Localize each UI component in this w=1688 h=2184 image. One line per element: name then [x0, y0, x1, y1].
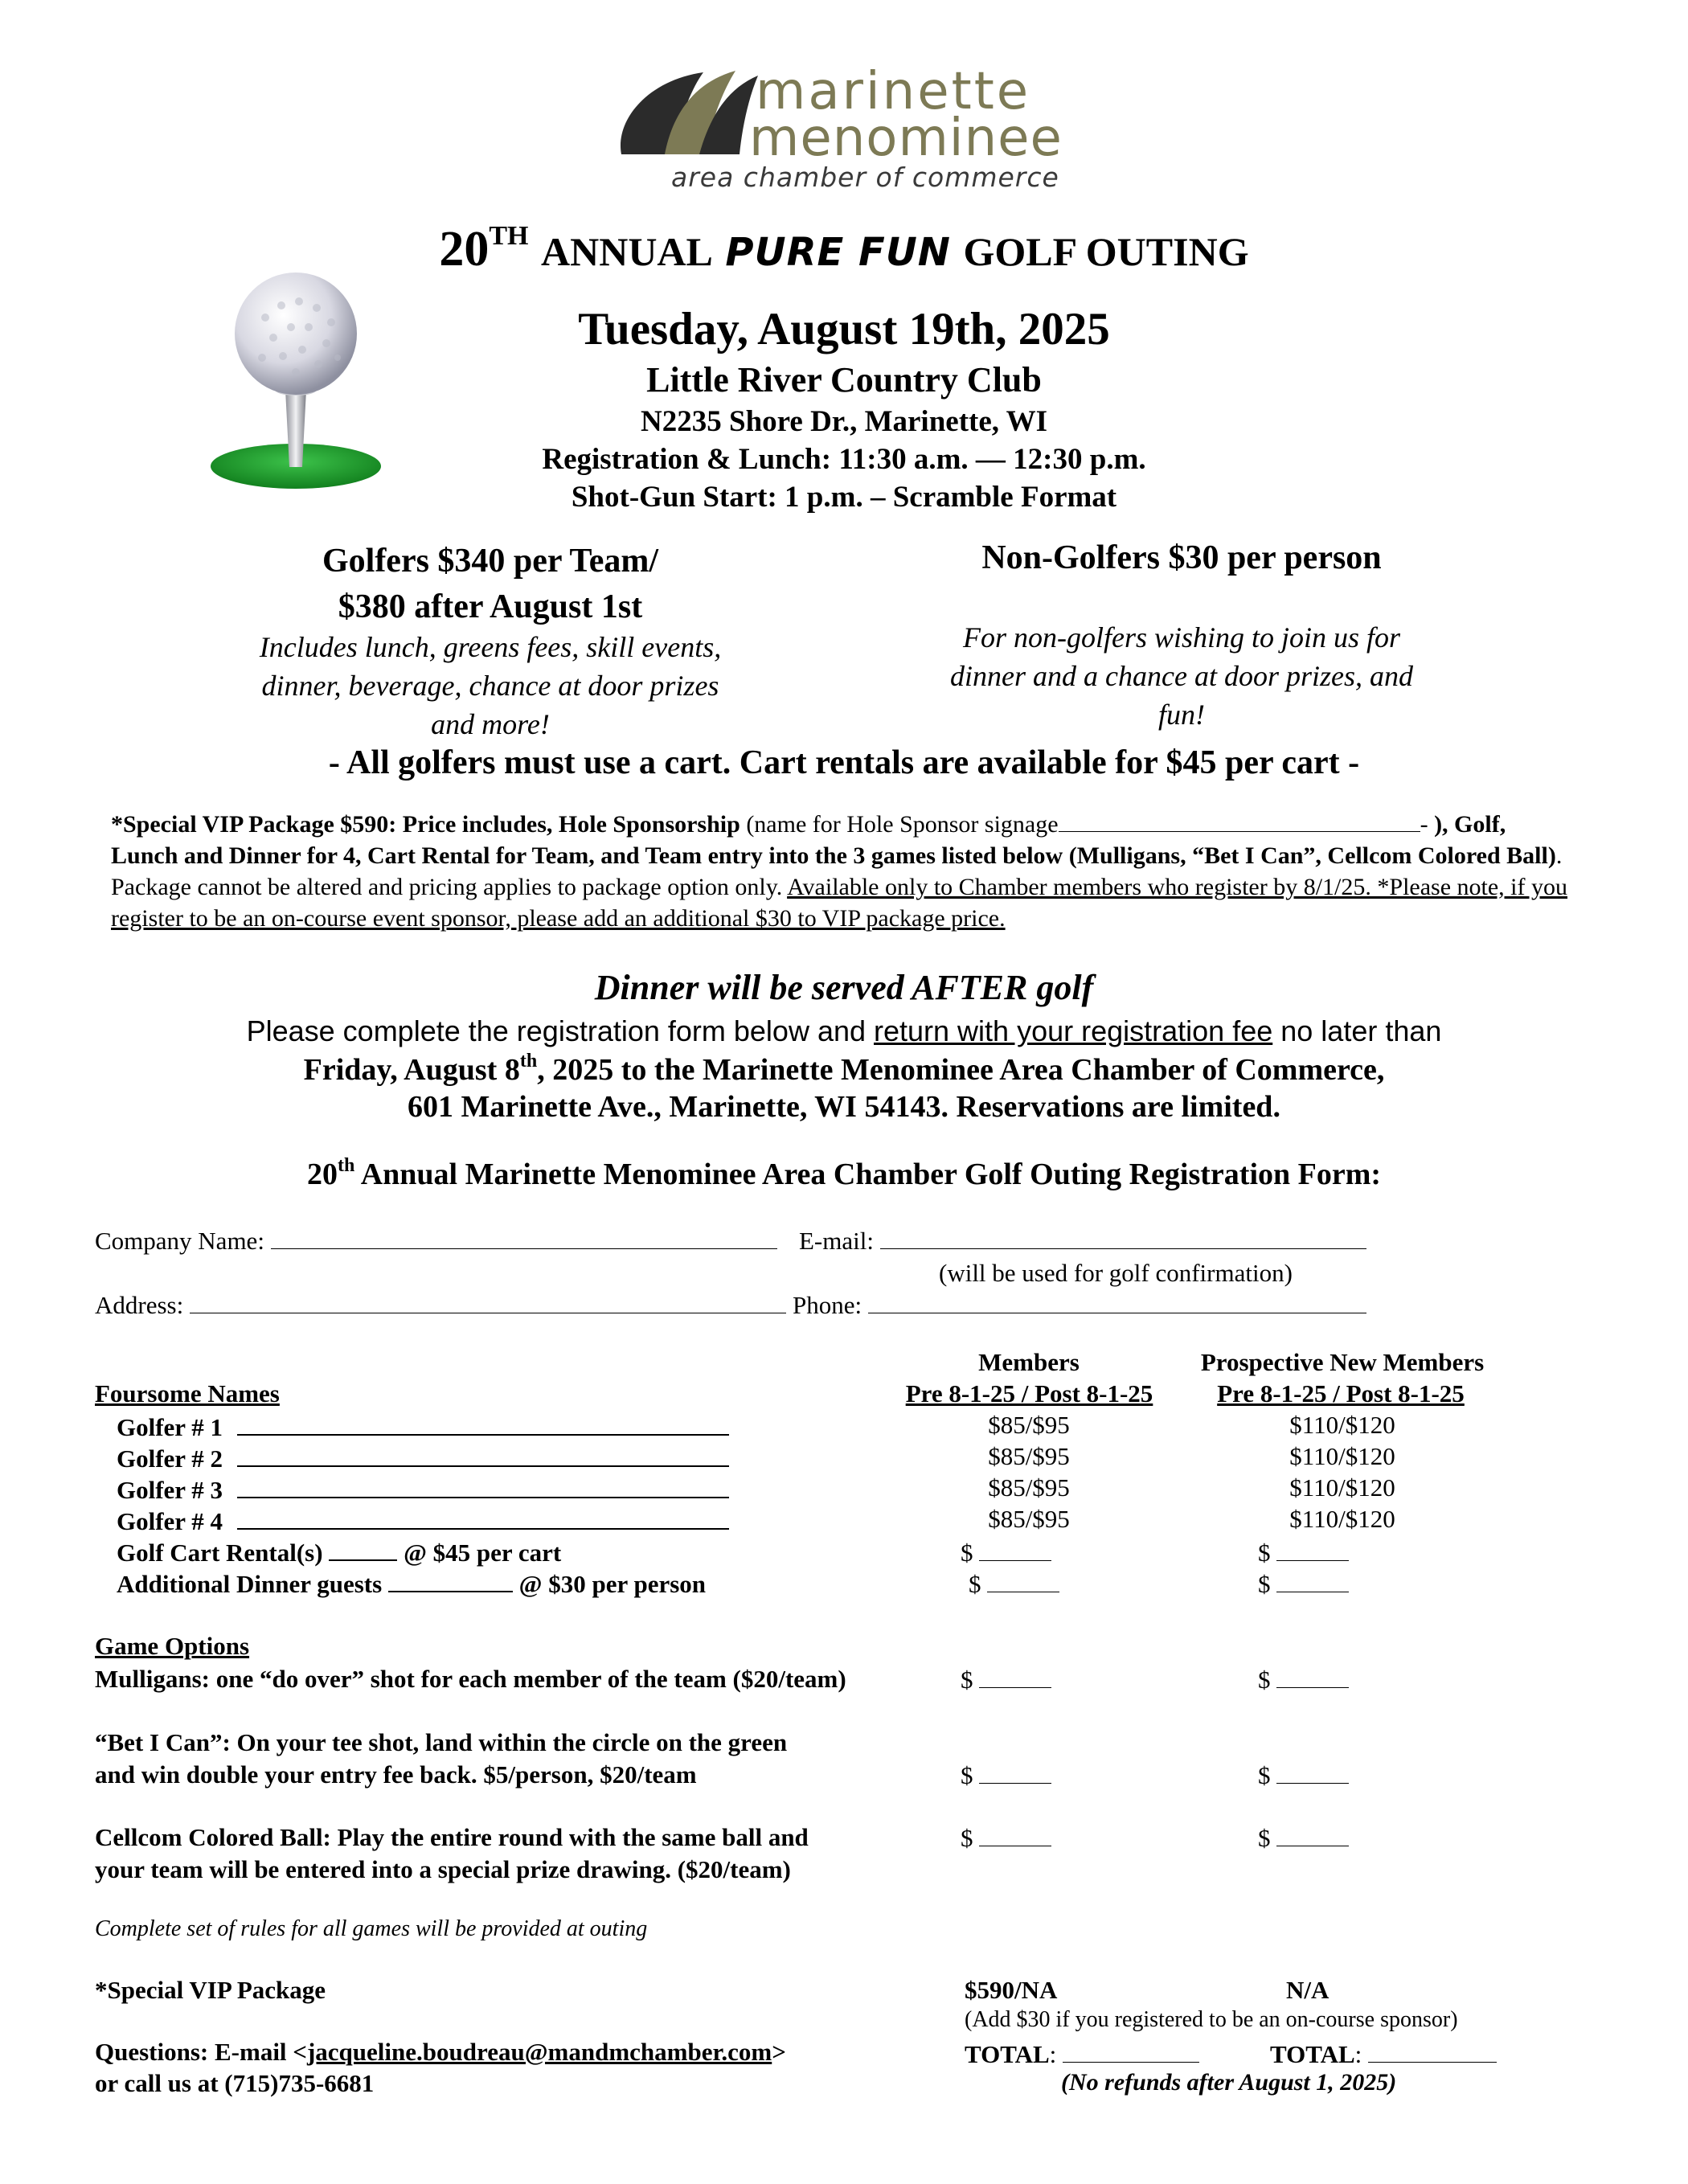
golfers-price-line2: $380 after August 1st [338, 588, 643, 625]
cart-rental-row [117, 1536, 561, 1567]
dollar-sign: $ [961, 1666, 973, 1694]
dollar-sign: $ [1258, 1570, 1271, 1598]
golfer-2-prospective-price: $110/$120 [1289, 1442, 1395, 1470]
dinner-guests-row [117, 1567, 706, 1599]
nongolfers-price: Non-Golfers $30 per person [981, 539, 1382, 576]
phone-label: Phone: [793, 1291, 868, 1319]
contact-email-link[interactable]: jacqueline.boudreau@mandmchamber.com [306, 2038, 772, 2066]
game-options-heading: Game Options [95, 1632, 250, 1660]
members-total: TOTAL: [965, 2038, 1199, 2069]
dollar-sign: $ [1258, 1539, 1271, 1567]
email-note: (will be used for golf confirmation) [939, 1259, 1293, 1287]
cellcom-line1: Cellcom Colored Ball: Play the entire round with the same ball and [95, 1823, 809, 1851]
deadline-recipient: , 2025 to the Marinette Menominee Area Chamber of Commerce, [537, 1053, 1385, 1087]
golfer-label: Golfer # 3 [117, 1476, 223, 1504]
golfer-1-prospective-price: $110/$120 [1289, 1411, 1395, 1439]
chamber-logo-mark [615, 64, 760, 161]
event-venue: Little River Country Club [646, 360, 1042, 400]
cart-members-amount [961, 1536, 1051, 1567]
instructions-text-start: Please complete the registration form below and [246, 1014, 875, 1047]
title-pure-fun: PURE FUN [725, 230, 951, 275]
bet-i-can-line1: “Bet I Can”: On your tee shot, land within the circle on the green [95, 1728, 788, 1756]
total-label: TOTAL [1270, 2040, 1355, 2068]
cellcom-prospective-amount [1258, 1821, 1349, 1853]
title-suffix: TH [489, 221, 529, 251]
cellcom-description [95, 1821, 809, 1886]
company-name-row [95, 1224, 777, 1256]
dollar-sign: $ [1258, 1666, 1271, 1694]
golfer-label: Golfer # 2 [117, 1444, 223, 1473]
mailing-address: 601 Marinette Ave., Marinette, WI 54143. Reservations are limited. [408, 1090, 1280, 1124]
cart-rental-label: Golf Cart Rental(s) [117, 1539, 330, 1567]
prospective-total: TOTAL: [1270, 2038, 1497, 2069]
company-name-field[interactable] [271, 1224, 777, 1249]
mulligans-members-amount [961, 1663, 1051, 1694]
form-title-sup: th [337, 1155, 355, 1176]
golfers-description: Includes lunch, greens fees, skill events, dinner, beverage, chance at door prizes and more! [259, 631, 722, 740]
email-field[interactable] [880, 1224, 1366, 1249]
logo-text-menominee: menominee [749, 109, 1063, 168]
email-row [799, 1224, 1366, 1256]
registration-deadline [0, 1051, 1688, 1088]
golfer-label: Golfer # 1 [117, 1413, 223, 1441]
dollar-sign: $ [1258, 1824, 1271, 1852]
deadline-date: Friday, August 8 [303, 1053, 520, 1087]
mulligans-members-field[interactable] [979, 1663, 1051, 1688]
vip-sponsor-note: (Add $30 if you registered to be an on-course sponsor) [965, 2007, 1458, 2032]
bet-i-can-prospective-amount [1258, 1759, 1349, 1790]
cellcom-line2: your team will be entered into a special prize drawing. ($20/team) [95, 1855, 791, 1883]
refund-policy-note: (No refunds after August 1, 2025) [1061, 2069, 1397, 2096]
dollar-sign: $ [961, 1761, 973, 1789]
mulligans-prospective-field[interactable] [1276, 1663, 1349, 1688]
prospective-column-header: Prospective New Members [1200, 1348, 1485, 1376]
logo-text-subtitle: area chamber of commerce [671, 162, 1059, 193]
golfer-3-name-field[interactable] [237, 1473, 729, 1498]
address-field[interactable] [190, 1289, 786, 1313]
dinner-members-amount-field[interactable] [987, 1567, 1059, 1592]
dollar-sign: $ [1258, 1761, 1271, 1789]
address-row [95, 1289, 786, 1320]
hole-sponsor-signage-field[interactable] [1059, 808, 1420, 832]
dollar-sign: $ [969, 1570, 981, 1598]
golfers-price [161, 539, 820, 629]
vip-text-includes: ), Golf, Lunch and Dinner for 4, Cart Rental for Team, and Team entry into the 3 games listed below (Mulligans, “Bet I Can”, Cellcom Colored Ball) [111, 811, 1556, 869]
cart-rental-rate: @ $45 per cart [397, 1539, 562, 1567]
mulligans-description: Mulligans: one “do over” shot for each member of the team ($20/team) [95, 1665, 846, 1693]
golfer-2-name-field[interactable] [237, 1442, 729, 1467]
questions-contact [95, 2038, 786, 2067]
bet-i-can-line2: and win double your entry fee back. $5/person, $20/team [95, 1760, 697, 1789]
golfer-3-prospective-price: $110/$120 [1289, 1473, 1395, 1502]
title-golf-outing: GOLF OUTING [963, 229, 1249, 274]
cellcom-prospective-field[interactable] [1276, 1821, 1349, 1846]
event-registration-time: Registration & Lunch: 11:30 a.m. — 12:30 p.m. [542, 443, 1146, 476]
vip-text-plain: . Package cannot be altered and pricing applies to package option only. [111, 842, 1563, 900]
event-start-time: Shot-Gun Start: 1 p.m. – Scramble Format [571, 481, 1117, 514]
cart-rental-quantity-field[interactable] [329, 1536, 397, 1561]
prospective-column-subheader: Pre 8-1-25 / Post 8-1-25 [1217, 1379, 1465, 1408]
registration-instructions [0, 1014, 1688, 1048]
cart-requirement: - All golfers must use a cart. Cart rentals are available for $45 per cart - [328, 744, 1360, 781]
golfer-1-name-field[interactable] [237, 1411, 729, 1436]
dinner-heading: Dinner will be served AFTER golf [594, 968, 1094, 1007]
title-annual: ANNUAL [541, 229, 713, 274]
instructions-text-underlined: return with your registration fee [874, 1014, 1273, 1047]
vip-text-underlined: Available only to Chamber members who register by 8/1/25. *Please note, if you register to be an on-course event sponsor, please add an additional $30 to VIP package price. [111, 874, 1568, 932]
bet-i-can-members-field[interactable] [979, 1759, 1051, 1784]
golfer-row-2 [117, 1442, 729, 1473]
phone-field[interactable] [868, 1289, 1366, 1313]
vip-text-bold: *Special VIP Package $590: Price includes, Hole Sponsorship [111, 811, 740, 838]
nongolfers-description: For non-golfers wishing to join us for dinner and a chance at door prizes, and fun! [950, 621, 1413, 731]
golfer-row-1 [117, 1411, 729, 1442]
prospective-total-field[interactable] [1368, 2038, 1497, 2063]
golfer-row-3 [117, 1473, 729, 1505]
golfer-2-members-price: $85/$95 [988, 1442, 1070, 1470]
total-label: TOTAL [965, 2040, 1050, 2068]
rules-note: Complete set of rules for all games will be provided at outing [95, 1916, 648, 1941]
email-label: E-mail: [799, 1227, 880, 1255]
vip-text-paren: (name for Hole Sponsor signage [740, 811, 1059, 838]
dinner-members-amount [969, 1567, 1059, 1599]
golfer-3-members-price: $85/$95 [988, 1473, 1070, 1502]
dinner-prospective-amount [1258, 1567, 1349, 1599]
bet-i-can-members-amount [961, 1759, 1051, 1790]
golfer-label: Golfer # 4 [117, 1507, 223, 1535]
deadline-sup: th [519, 1051, 538, 1072]
cart-prospective-amount [1258, 1536, 1349, 1567]
form-title-text: Annual Marinette Menominee Area Chamber Golf Outing Registration Form: [354, 1158, 1382, 1191]
golfer-row-4 [117, 1505, 729, 1536]
dollar-sign: $ [961, 1539, 973, 1567]
golfer-4-name-field[interactable] [237, 1505, 729, 1530]
members-column-header: Members [978, 1348, 1080, 1376]
cart-members-amount-field[interactable] [979, 1536, 1051, 1561]
title-number: 20 [439, 222, 490, 277]
contact-phone: or call us at (715)735-6681 [95, 2069, 375, 2097]
dinner-guests-quantity-field[interactable] [388, 1567, 513, 1592]
form-title [0, 1155, 1688, 1192]
bet-i-can-prospective-field[interactable] [1276, 1759, 1349, 1784]
cellcom-members-field[interactable] [979, 1821, 1051, 1846]
vip-text-dash: - [1420, 811, 1428, 838]
members-total-field[interactable] [1063, 2038, 1199, 2063]
dollar-sign: $ [961, 1824, 973, 1852]
dinner-guests-label: Additional Dinner guests [117, 1570, 388, 1598]
vip-prospective-price: N/A [1286, 1976, 1330, 2004]
cellcom-members-amount [961, 1821, 1051, 1853]
golfer-4-members-price: $85/$95 [988, 1505, 1070, 1533]
event-address: N2235 Shore Dr., Marinette, WI [641, 405, 1047, 438]
vip-members-price: $590/NA [965, 1976, 1058, 2004]
golfer-4-prospective-price: $110/$120 [1289, 1505, 1395, 1533]
dinner-guests-rate: @ $30 per person [512, 1570, 707, 1598]
questions-suffix: > [772, 2038, 786, 2066]
questions-prefix: Questions: E-mail < [95, 2038, 307, 2066]
vip-package-label: *Special VIP Package [95, 1976, 326, 2004]
golfer-1-members-price: $85/$95 [988, 1411, 1070, 1439]
members-column-subheader: Pre 8-1-25 / Post 8-1-25 [905, 1379, 1153, 1408]
dinner-prospective-amount-field[interactable] [1276, 1567, 1349, 1592]
vip-package-description [111, 808, 1574, 934]
bet-i-can-description [95, 1727, 787, 1791]
cart-prospective-amount-field[interactable] [1276, 1536, 1349, 1561]
address-label: Address: [95, 1291, 190, 1319]
logo-text-marinette: marinette [756, 62, 1031, 121]
mulligans-prospective-amount [1258, 1663, 1349, 1694]
form-title-number: 20 [306, 1158, 338, 1191]
phone-row [793, 1289, 1366, 1320]
instructions-text-end: no later than [1272, 1014, 1442, 1047]
foursome-names-heading: Foursome Names [95, 1379, 280, 1408]
event-date: Tuesday, August 19th, 2025 [578, 304, 1110, 354]
company-name-label: Company Name: [95, 1227, 271, 1255]
golfers-price-line1: Golfers $340 per Team/ [322, 543, 659, 580]
